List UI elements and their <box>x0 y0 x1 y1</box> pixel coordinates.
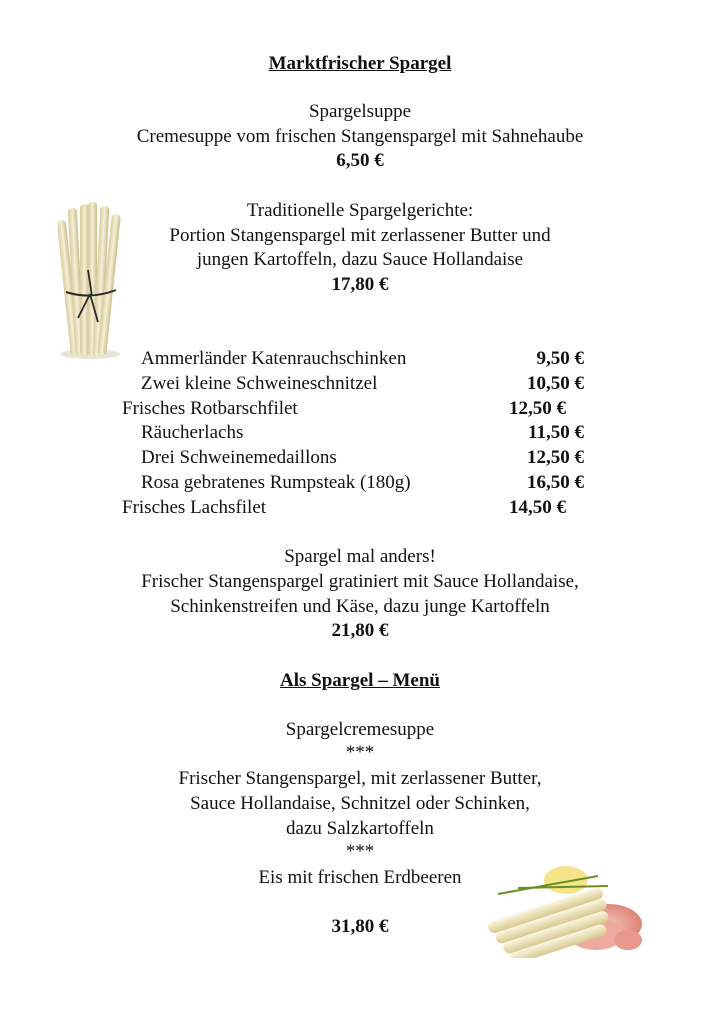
menu-course-1: Spargelcremesuppe <box>285 719 435 740</box>
menu-course-3: Eis mit frischen Erdbeeren <box>258 867 462 888</box>
side-name-1: Ammerländer Katenrauchschinken <box>141 348 407 369</box>
side-name-3: Frisches Rotbarschfilet <box>122 398 298 419</box>
side-name-6: Rosa gebratenes Rumpsteak (180g) <box>141 472 411 493</box>
soup-title: Spargelsuppe <box>308 101 412 122</box>
side-price-6: 16,50 € <box>527 472 584 493</box>
special-line-2: Schinkenstreifen und Käse, dazu junge Kartoffeln <box>170 596 550 617</box>
menu-course-2-line-2: Sauce Hollandaise, Schnitzel oder Schinken, <box>190 793 530 814</box>
side-name-5: Drei Schweinemedaillons <box>141 447 337 468</box>
asparagus-plate-icon <box>478 858 644 958</box>
traditional-line-2: jungen Kartoffeln, dazu Sauce Hollandaise <box>196 249 524 270</box>
side-name-2: Zwei kleine Schweineschnitzel <box>141 373 378 394</box>
side-price-1: 9,50 € <box>536 348 584 369</box>
special-price: 21,80 € <box>331 620 389 641</box>
menu-separator-1: *** <box>345 742 375 763</box>
menu-price: 31,80 € <box>331 916 389 937</box>
asparagus-bundle-icon <box>58 200 122 360</box>
side-price-7: 14,50 € <box>509 497 566 518</box>
menu-course-2-line-3: dazu Salzkartoffeln <box>286 818 434 839</box>
side-price-3: 12,50 € <box>509 398 566 419</box>
traditional-title: Traditionelle Spargelgerichte: <box>246 200 474 221</box>
soup-description: Cremesuppe vom frischen Stangenspargel mit Sahnehaube <box>136 126 584 147</box>
traditional-line-1: Portion Stangenspargel mit zerlassener Butter und <box>169 225 551 246</box>
soup-price: 6,50 € <box>336 150 384 171</box>
side-name-4: Räucherlachs <box>141 422 244 443</box>
side-price-4: 11,50 € <box>528 422 584 443</box>
special-line-1: Frischer Stangenspargel gratiniert mit Sauce Hollandaise, <box>141 571 579 592</box>
traditional-price: 17,80 € <box>331 274 389 295</box>
side-price-2: 10,50 € <box>527 373 584 394</box>
page-heading: Marktfrischer Spargel <box>268 53 452 74</box>
special-title: Spargel mal anders! <box>284 546 436 567</box>
side-price-5: 12,50 € <box>527 447 584 468</box>
menu-course-2-line-1: Frischer Stangenspargel, mit zerlassener Butter, <box>178 768 542 789</box>
side-name-7: Frisches Lachsfilet <box>122 497 267 518</box>
menu-heading: Als Spargel – Menü <box>280 670 440 691</box>
menu-separator-2: *** <box>345 841 375 862</box>
